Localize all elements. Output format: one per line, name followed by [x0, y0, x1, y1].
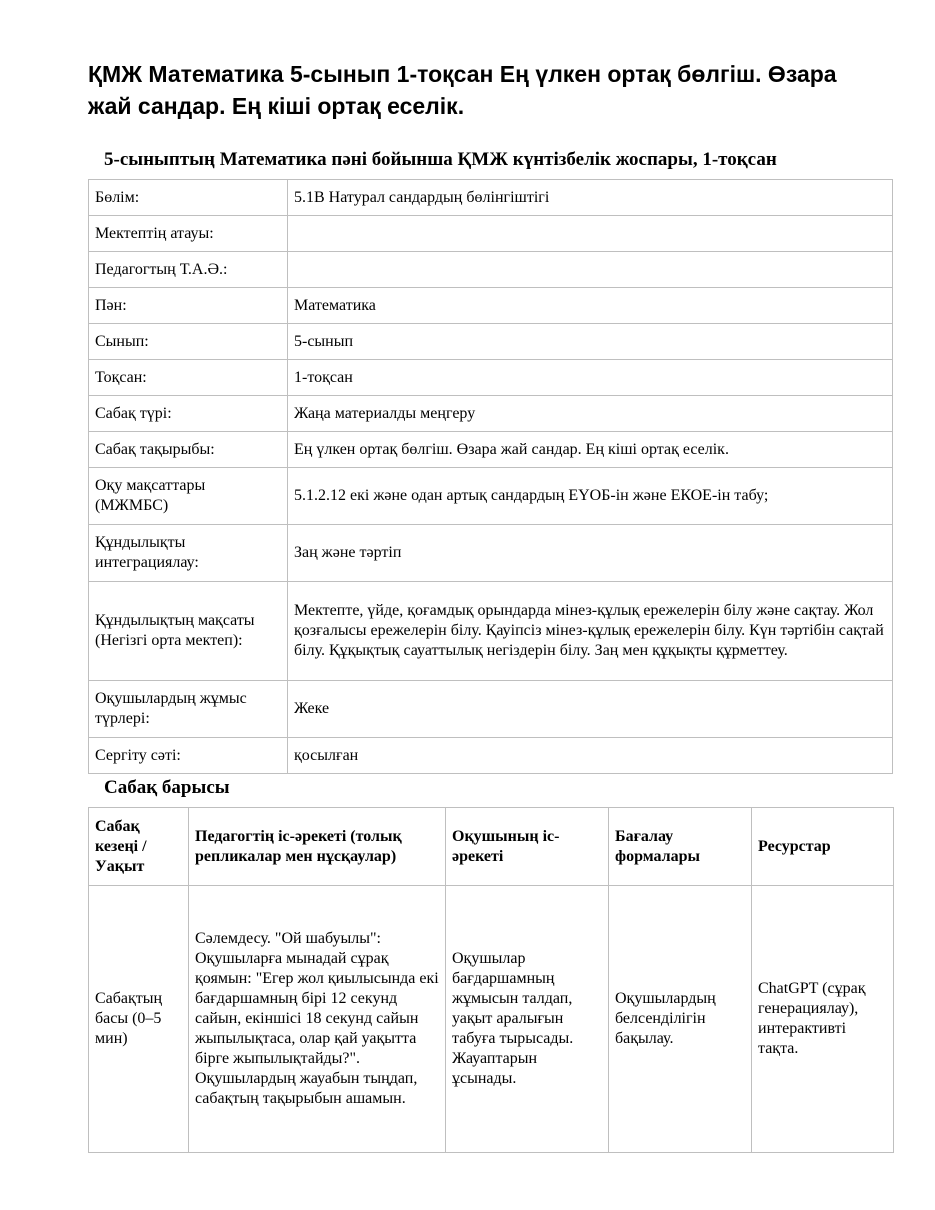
table-row: [89, 252, 893, 288]
row-value: 1-тоқсан: [288, 360, 893, 396]
table-row: [89, 324, 893, 360]
header-resources: Ресурстар: [752, 808, 894, 886]
row-label: Сынып:: [89, 324, 288, 360]
page-title: ҚМЖ Математика 5-сынып 1-тоқсан Ең үлкен ортақ бөлгіш. Өзара жай сандар. Ең кіші ортақ еселік.: [88, 61, 837, 119]
row-label: Мектептің атауы:: [89, 216, 288, 252]
table-row: [89, 886, 894, 1153]
lesson-flow-table: [88, 807, 894, 1153]
header-teacher: Педагогтің іс-әрекеті (толық репликалар мен нұсқаулар): [189, 808, 446, 886]
table-row: [89, 432, 893, 468]
lesson-info-table: [88, 179, 893, 774]
cell-assessment: Оқушылардың белсенділігін бақылау.: [609, 886, 752, 1153]
row-value: 5-сынып: [288, 324, 893, 360]
plan-heading: 5-сыныптың Математика пәні бойынша ҚМЖ күнтізбелік жоспары, 1-тоқсан: [104, 149, 777, 170]
row-label: Бөлім:: [89, 180, 288, 216]
row-value: 5.1B Натурал сандардың бөлінгіштігі: [288, 180, 893, 216]
header-student: Оқушының іс-әрекеті: [446, 808, 609, 886]
row-label: Сергіту сәті:: [89, 738, 288, 774]
table-row: [89, 180, 893, 216]
header-stage: Сабақ кезеңі / Уақыт: [89, 808, 189, 886]
table-row: [89, 288, 893, 324]
table-header-row: [89, 808, 894, 886]
row-label: Тоқсан:: [89, 360, 288, 396]
row-label: Пән:: [89, 288, 288, 324]
row-label: Құндылықты интеграциялау:: [89, 525, 288, 582]
table-row: [89, 360, 893, 396]
row-value: [288, 252, 893, 288]
table-row: [89, 582, 893, 681]
table-row: [89, 681, 893, 738]
row-value: 5.1.2.12 екі және одан артық сандардың ЕҮОБ-ін және ЕКОЕ-ін табу;: [288, 468, 893, 525]
table-row: [89, 738, 893, 774]
lesson-heading: Сабақ барысы: [104, 777, 230, 798]
table-row: [89, 525, 893, 582]
row-value: Математика: [288, 288, 893, 324]
row-value: [288, 216, 893, 252]
table-row: [89, 468, 893, 525]
header-assessment: Бағалау формалары: [609, 808, 752, 886]
table-row: [89, 216, 893, 252]
row-label: Сабақ түрі:: [89, 396, 288, 432]
row-label: Оқушылардың жұмыс түрлері:: [89, 681, 288, 738]
cell-stage: Сабақтың басы (0–5 мин): [89, 886, 189, 1153]
row-label: Оқу мақсаттары (МЖМБС): [89, 468, 288, 525]
row-value: Жаңа материалды меңгеру: [288, 396, 893, 432]
cell-resources: ChatGPT (сұрақ генерациялау), интерактивті тақта.: [752, 886, 894, 1153]
row-value: Жеке: [288, 681, 893, 738]
row-value: Ең үлкен ортақ бөлгіш. Өзара жай сандар. Ең кіші ортақ еселік.: [288, 432, 893, 468]
row-value: қосылған: [288, 738, 893, 774]
row-label: Құндылықтың мақсаты (Негізгі орта мектеп):: [89, 582, 288, 681]
row-value: Мектепте, үйде, қоғамдық орындарда мінез-құлық ережелерін білу және сақтау. Жол қозғалысы ережелерін білу. Қауіпсіз мінез-құлық ережелерін білу. Күн тәртібін сақтай білу. Құқықтық сауаттылық негіздерін білу. Заң мен құқықты құрметтеу.: [288, 582, 893, 681]
row-label: Сабақ тақырыбы:: [89, 432, 288, 468]
row-value: Заң және тәртіп: [288, 525, 893, 582]
cell-student: Оқушылар бағдаршамның жұмысын талдап, уақыт аралығын табуға тырысады. Жауаптарын ұсынады.: [446, 886, 609, 1153]
table-row: [89, 396, 893, 432]
cell-teacher: Сәлемдесу. "Ой шабуылы": Оқушыларға мынадай сұрақ қоямын: "Егер жол қиылысында екі бағдаршамның бірі 12 секунд сайын, екіншісі 18 секунд сайын жыпылықтаса, олар қай уақытта бірге жыпылықтайды?". Оқушылардың жауабын тыңдап, сабақтың тақырыбын ашамын.: [189, 886, 446, 1153]
row-label: Педагогтың Т.А.Ә.:: [89, 252, 288, 288]
